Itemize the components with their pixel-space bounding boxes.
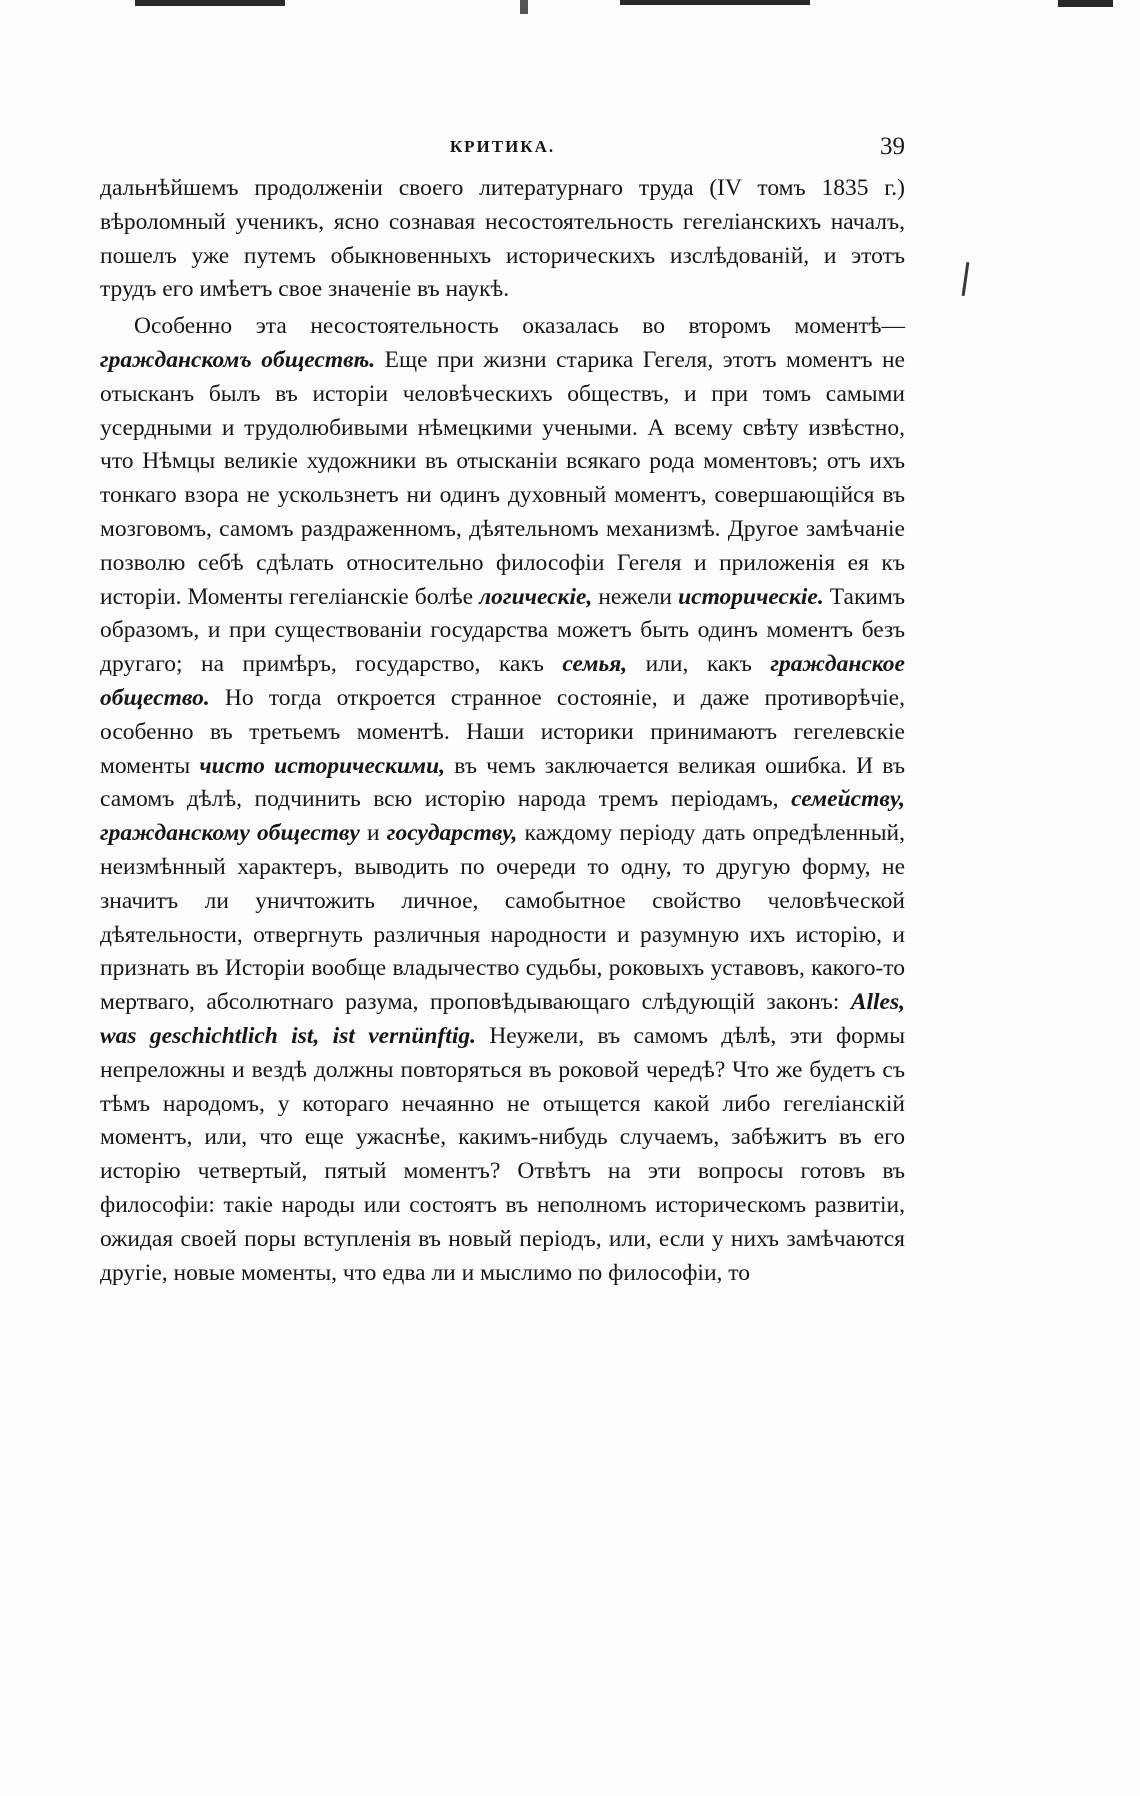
text-run: Особенно эта несостоятельность оказалась во второмъ моментѣ—	[134, 313, 905, 340]
emphasis-text: семья,	[562, 651, 628, 678]
text-run: нежели	[592, 583, 679, 610]
text-run: и	[359, 820, 387, 847]
emphasis-text: историческіе.	[678, 583, 824, 610]
paragraph	[100, 310, 905, 1290]
margin-pencil-mark	[962, 262, 970, 296]
body-text	[100, 172, 905, 1290]
text-run: дальнѣйшемъ продолженіи своего литературнаго труда (IV томъ 1835 г.) вѣроломный ученикъ, ясно сознавая несостоятельность гегеліанскихъ началъ, пошелъ уже путемъ обыкновенныхъ историческихъ изслѣдованій, и этотъ трудъ его имѣетъ свое значеніе въ наукѣ.	[100, 175, 905, 303]
emphasis-text: гражданское общество.	[100, 651, 905, 711]
paragraph	[100, 172, 905, 307]
text-run: каждому періоду дать опредѣленный, неизмѣнный характеръ, выводить по очереди то одну, то другую форму, не значитъ ли уничтожить личное, самобытное свойство человѣческой дѣятельности, отвергнуть различныя народности и разумную ихъ исторію, и признать въ Исторіи вообще владычество судьбы, роковыхъ уставовъ, какого-то мертваго, абсолютнаго разума, проповѣдывающаго слѣдующій законъ:	[100, 820, 906, 1016]
text-run: Неужели, въ самомъ дѣлѣ, эти формы непреложны и вездѣ должны повторяться въ роковой чередѣ? Что же будетъ съ тѣмъ народомъ, у котораго нечаянно не отыщется какой либо гегеліанскій моментъ, или, что еще ужаснѣе, какимъ-нибудь случаемъ, забѣжитъ въ его исторію четвертый, пятый моментъ? Отвѣтъ на эти вопросы готовъ въ философіи: такіе народы или состоятъ въ неполномъ историческомъ развитіи, ожидая своей поры вступленія въ новый періодъ, или, если у нихъ замѣчаются другіе, новые моменты, что едва ли и мыслимо по философіи, то	[100, 1022, 905, 1286]
text-run: Еще при жизни старика Гегеля, этотъ моментъ не отысканъ былъ въ исторіи человѣческихъ обществъ, и при томъ самыми усердными и трудолюбивыми нѣмецкими учеными. А всему свѣту извѣстно, что Нѣмцы великіе художники въ отысканіи всякаго рода моментовъ; отъ ихъ тонкаго взора не ускользнетъ ни одинъ духовный моментъ, совершающійся въ мозговомъ, самомъ раздраженномъ, дѣятельномъ механизмѣ. Другое замѣчаніе позволю себѣ сдѣлать относительно философіи Гегеля и приложенія ея къ исторіи. Моменты гегеліанскіе болѣе	[100, 346, 905, 610]
page-number: 39	[880, 133, 905, 160]
emphasis-text: Alles, was geschichtlich ist, ist vernünftig.	[100, 989, 905, 1049]
emphasis-text: чисто историческими,	[199, 752, 446, 779]
scan-edge-mark	[1058, 0, 1113, 7]
scan-edge-mark	[135, 0, 285, 6]
emphasis-text: гражданскомъ обществѣ.	[100, 346, 376, 373]
emphasis-text: семейству, гражданскому обществу	[100, 786, 905, 847]
emphasis-text: логическіе,	[479, 583, 593, 610]
text-run: Но тогда откроется странное состояніе, и даже противорѣчіе, особенно въ третьемъ моментѣ. Наши историки принимаютъ гегелевскіе моменты	[100, 684, 905, 779]
text-run: или, какъ	[627, 651, 771, 678]
scan-edge-mark	[620, 0, 810, 5]
emphasis-text: государству,	[386, 820, 518, 847]
scan-edge-mark	[520, 0, 528, 14]
text-run: Такимъ образомъ, и при существованіи государства можетъ быть одинъ моментъ безъ другаго; на примѣръ, государство, какъ	[100, 583, 905, 678]
page-header	[100, 133, 905, 165]
text-run: въ чемъ заключается великая ошибка. И въ самомъ дѣлѣ, подчинить всю исторію народа тремъ періодамъ,	[100, 752, 905, 813]
running-head: КРИТИКА.	[449, 137, 556, 156]
